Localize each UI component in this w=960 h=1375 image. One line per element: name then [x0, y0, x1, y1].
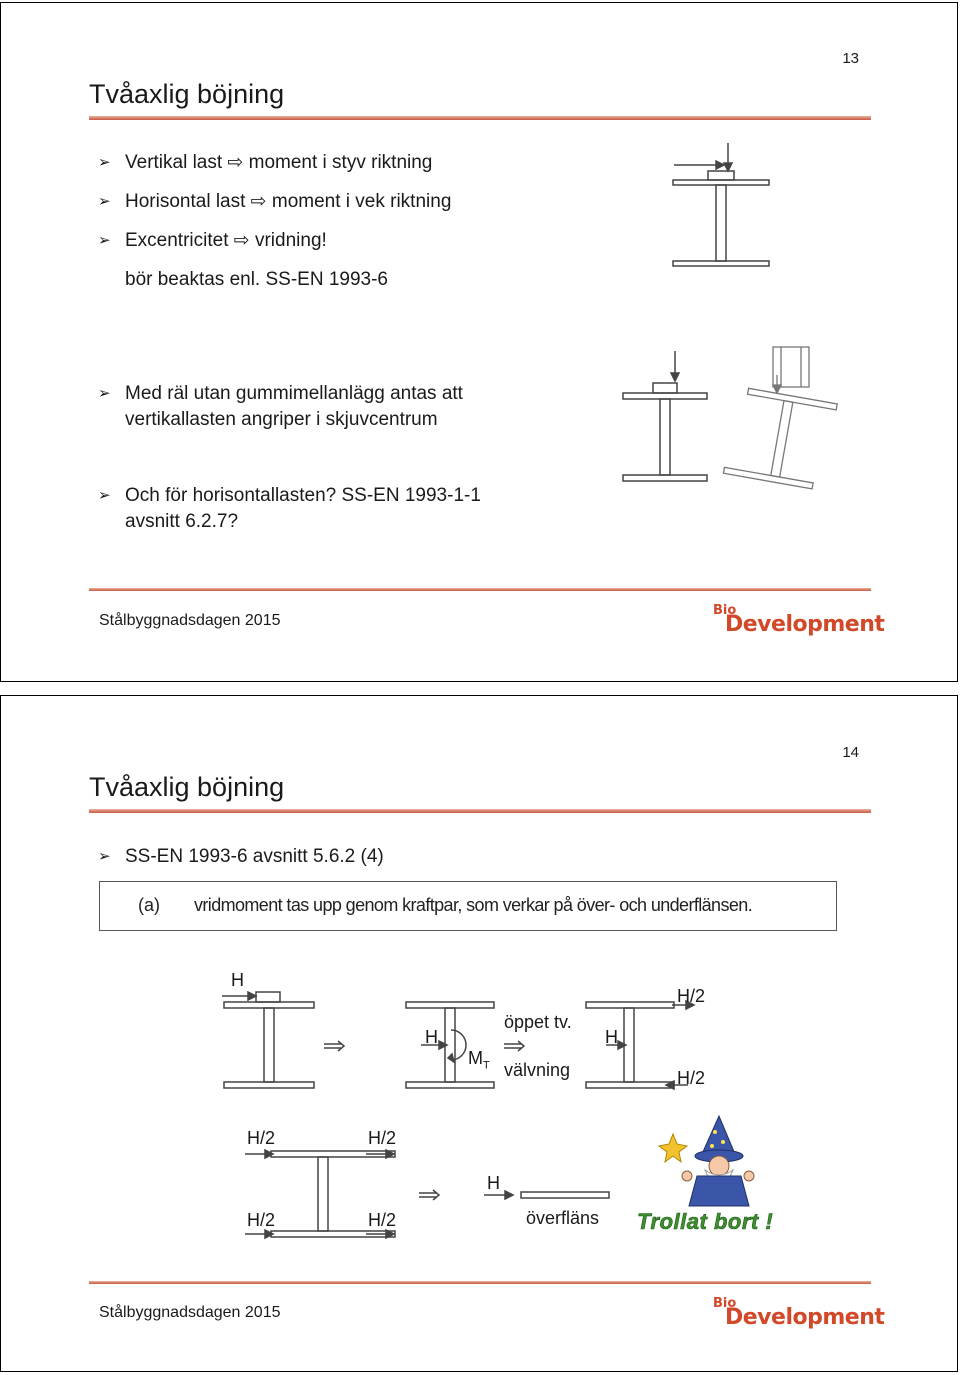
- title-rule: [89, 116, 871, 120]
- quote-label: (a): [138, 895, 160, 915]
- bullet-horizontal-load: ➢ Horisontal last ⇨ moment i vek riktning: [98, 189, 451, 215]
- title-rule: [89, 809, 871, 813]
- label-h-half-d: H/2: [368, 1210, 397, 1230]
- slide-13: [0, 2, 958, 682]
- ibeam-vertical-load-figure: [666, 143, 776, 273]
- arrowhead-bullet-icon: ➢: [98, 385, 111, 402]
- label-h-2: H: [425, 1027, 438, 1047]
- label-torque: $M_T$: [468, 1048, 490, 1072]
- hollow-arrow-icon: ⇨: [233, 230, 250, 251]
- label-h-half-bottom: H/2: [677, 1068, 706, 1088]
- logo-text: Development: [725, 1305, 885, 1330]
- logo-prefix: Bio: [713, 1296, 737, 1311]
- quote-text: vridmoment tas upp genom kraftpar, som verkar på över- och underflänsen.: [194, 895, 753, 915]
- footer-rule: [89, 1281, 871, 1284]
- page-number: 14: [842, 744, 859, 761]
- arrowhead-bullet-icon: ➢: [98, 193, 111, 210]
- bullet-standard-ref: ➢ SS-EN 1993-6 avsnitt 5.6.2 (4): [98, 844, 384, 870]
- bullet-horizontal: ➢ Och för horisontallasten? SS-EN 1993-1-1 avsnitt 6.2.7?: [98, 485, 481, 532]
- flange-force-pair-figure: [241, 1141, 621, 1246]
- label-warping: välvning: [504, 1060, 571, 1080]
- bullet-rail: ➢ Med räl utan gummimellanlägg antas att vertikallasten angriper i skjuvcentrum: [98, 383, 463, 430]
- label-h-half-c: H/2: [247, 1210, 276, 1230]
- arrowhead-bullet-icon: ➢: [98, 154, 111, 171]
- label-h-half-b: H/2: [368, 1128, 397, 1148]
- standard-quote-box: [99, 881, 837, 931]
- torsion-decomposition-figure: [216, 964, 736, 1099]
- arrowhead-bullet-icon: ➢: [98, 848, 111, 865]
- label-open-section: öppet tv.: [504, 1012, 572, 1032]
- footer-text: Stålbyggnadsdagen 2015: [99, 1304, 281, 1321]
- arrowhead-bullet-icon: ➢: [98, 487, 111, 504]
- hollow-arrow-icon: ⇨: [250, 191, 267, 212]
- hollow-arrow-icon: ⇨: [227, 152, 244, 173]
- caption-trollat-bort: Trollat bort !: [637, 1209, 774, 1234]
- label-h-half-top: H/2: [677, 986, 706, 1006]
- label-top-flange: överfläns: [526, 1208, 600, 1228]
- bullet-vertical-load: ➢ Vertikal last ⇨ moment i styv riktning: [98, 150, 432, 176]
- slide-title: Tvåaxlig böjning: [89, 772, 285, 802]
- slide-14: [0, 695, 958, 1372]
- note-standard: bör beaktas enl. SS-EN 1993-6: [125, 269, 388, 290]
- page-number: 13: [842, 50, 859, 67]
- wizard-illustration: [657, 1114, 767, 1209]
- ibeam-rail-comparison-figure: [613, 345, 838, 490]
- footer-text: Stålbyggnadsdagen 2015: [99, 612, 281, 629]
- logo-prefix: Bio: [713, 603, 737, 618]
- bullet-eccentricity: ➢ Excentricitet ⇨ vridning!: [98, 228, 327, 254]
- footer-rule: [89, 588, 871, 591]
- label-h-1: H: [231, 970, 244, 990]
- arrowhead-bullet-icon: ➢: [98, 232, 111, 249]
- label-h-half-a: H/2: [247, 1128, 276, 1148]
- logo-text: Development: [725, 612, 885, 637]
- label-h-4: H: [487, 1173, 500, 1193]
- label-h-3: H: [605, 1027, 618, 1047]
- slide-title: Tvåaxlig böjning: [89, 79, 285, 109]
